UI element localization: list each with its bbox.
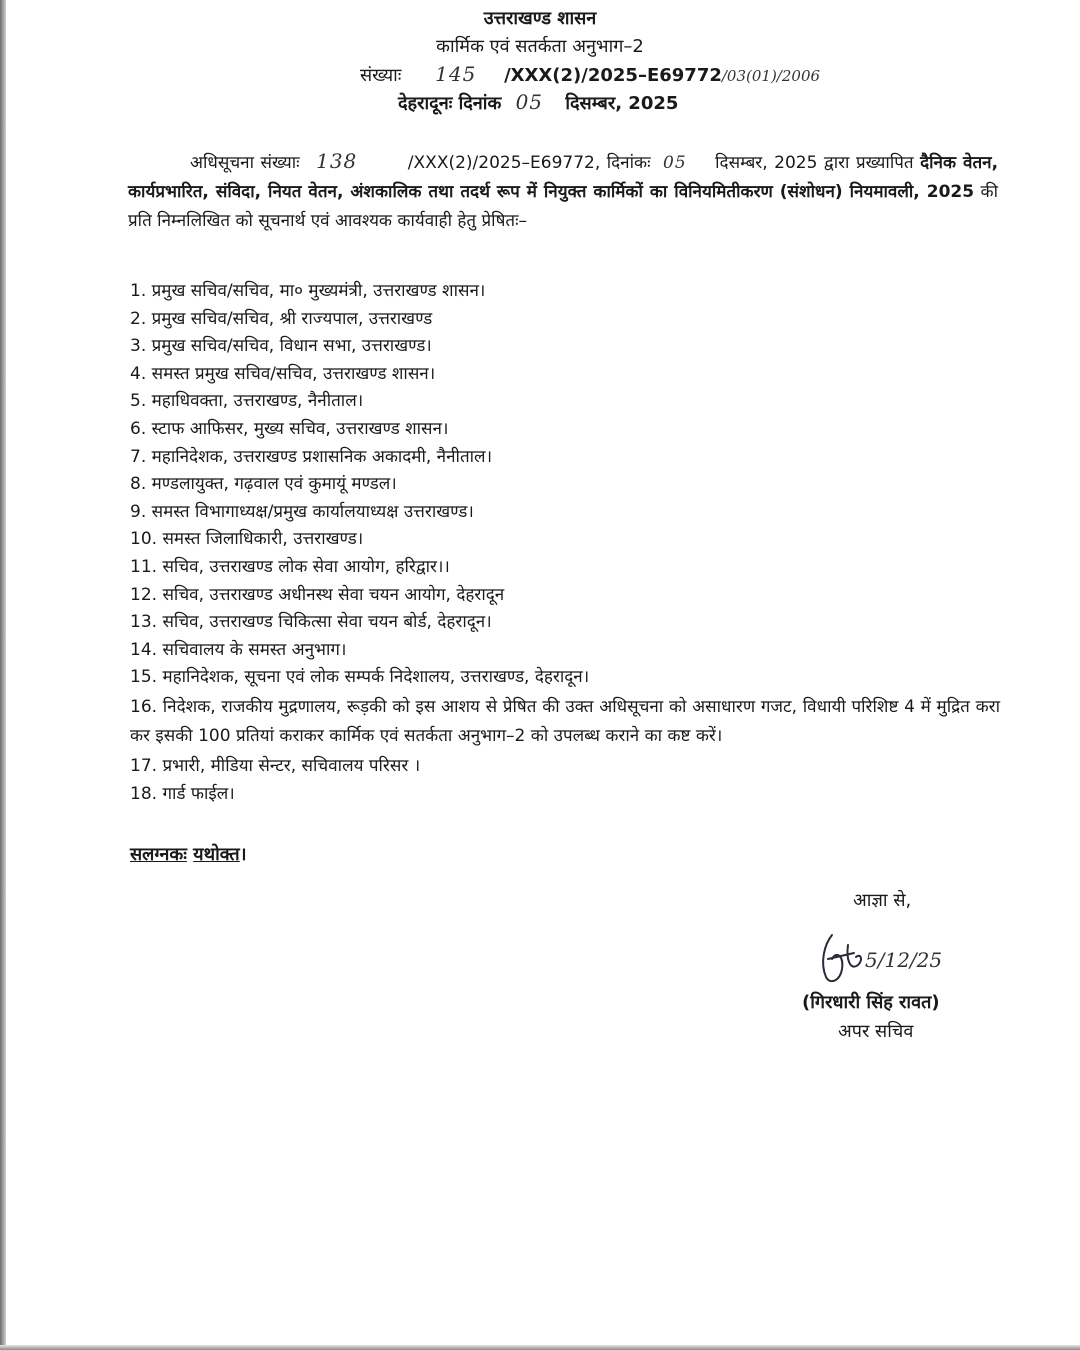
date-month-year: दिसम्बर, 2025 [565,93,679,114]
enclosure-end: । [239,844,247,865]
recipient-list [130,278,1000,808]
list-item: 15. महानिदेशक, सूचना एवं लोक सम्पर्क निदेशालय, उत्तराखण्ड, देहरादून। [130,667,590,688]
signer-name: (गिरधारी सिंह रावत) [802,992,940,1013]
list-item: 13. सचिव, उत्तराखण्ड चिकित्सा सेवा चयन बोर्ड, देहरादून। [130,612,492,633]
list-item: 18. गार्ड फाईल। [130,783,235,804]
list-item: 4. समस्त प्रमुख सचिव/सचिव, उत्तराखण्ड शासन। [130,363,436,384]
list-item: 1. प्रमुख सचिव/सचिव, मा० मुख्यमंत्री, उत्तराखण्ड शासन। [130,281,486,301]
list-item: 7. महानिदेशक, उत्तराखण्ड प्रशासनिक अकादमी, नैनीताल। [130,446,493,467]
page-edge-shadow [0,0,6,1350]
reference-suffix-handwritten: /03(01)/2006 [721,67,821,85]
list-item: 5. महाधिवक्ता, उत्तराखण्ड, नैनीताल। [130,391,364,412]
by-order-text: आज्ञा से, [853,890,912,911]
notification-code: /XXX(2)/2025–E69772, दिनांकः [407,153,651,173]
intro-paragraph [128,147,998,236]
signer-designation: अपर सचिव [838,1021,914,1042]
date-day-handwritten: 05 [515,90,544,114]
list-item: 16. निदेशक, राजकीय मुद्रणालय, रूड़की को इस आशय से प्रेषित की उक्त अधिसूचना को असाधारण गजट, विधायी परिशिष्ट 4 में मुद्रित करा कर इसकी 100 प्रतियां कराकर कार्मिक एवं सतर्कता अनुभाग–2 को उपलब्ध कराने का कष्ट करें। [130,696,1000,746]
list-item: 2. प्रमुख सचिव/सचिव, श्री राज्यपाल, उत्तराखण्ड [130,308,433,329]
enclosure-line [130,842,247,866]
reference-line [360,62,820,87]
place-date-line [398,90,678,115]
notification-date-rest: दिसम्बर, 2025 द्वारा प्रख्यापित [715,153,914,173]
notification-label: अधिसूचना संख्याः [190,153,300,173]
notification-number-handwritten: 138 [316,149,358,173]
rules-title: दैनिक वेतन, कार्यप्रभारित, संविदा, नियत वेतन, अंशकालिक तथा तदर्थ रूप में नियुक्त कार्मिकों का विनियमितीकरण (संशोधन) नियमावली, 2025 [128,153,999,202]
enclosure-label: सलग्नकः [130,844,187,865]
notification-day-handwritten: 05 [663,153,687,173]
page-bottom-edge [0,1345,1080,1350]
enclosure-value: यथोक्त [193,844,240,865]
department-heading: कार्मिक एवं सतर्कता अनुभाग–2 [436,36,644,57]
list-item: 11. सचिव, उत्तराखण्ड लोक सेवा आयोग, हरिद्वार।। [130,556,450,577]
intro-closing: की प्रति निम्नलिखित को सूचनार्थ एवं आवश्यक कार्यवाही हेतु प्रेषितः– [128,182,998,231]
government-heading: उत्तराखण्ड शासन [483,8,597,29]
list-item: 12. सचिव, उत्तराखण्ड अधीनस्थ सेवा चयन आयोग, देहरादून [130,584,505,605]
reference-label: संख्याः [360,65,402,86]
signature-date-handwritten: 5/12/25 [865,948,943,972]
reference-code: /XXX(2)/2025–E69772 [504,65,722,86]
place-date-label: देहरादूनः दिनांक [398,93,502,114]
list-item: 3. प्रमुख सचिव/सचिव, विधान सभा, उत्तराखण्ड। [130,336,432,357]
list-item: 14. सचिवालय के समस्त अनुभाग। [130,639,347,660]
reference-number-handwritten: 145 [435,62,477,86]
list-item: 17. प्रभारी, मीडिया सेन्टर, सचिवालय परिसर । [130,755,421,776]
list-item: 9. समस्त विभागाध्यक्ष/प्रमुख कार्यालयाध्यक्ष उत्तराखण्ड। [130,501,474,522]
list-item: 10. समस्त जिलाधिकारी, उत्तराखण्ड। [130,529,364,550]
list-item: 6. स्टाफ आफिसर, मुख्य सचिव, उत्तराखण्ड शासन। [130,418,449,439]
list-item: 8. मण्डलायुक्त, गढ़वाल एवं कुमायूं मण्डल। [130,474,397,495]
